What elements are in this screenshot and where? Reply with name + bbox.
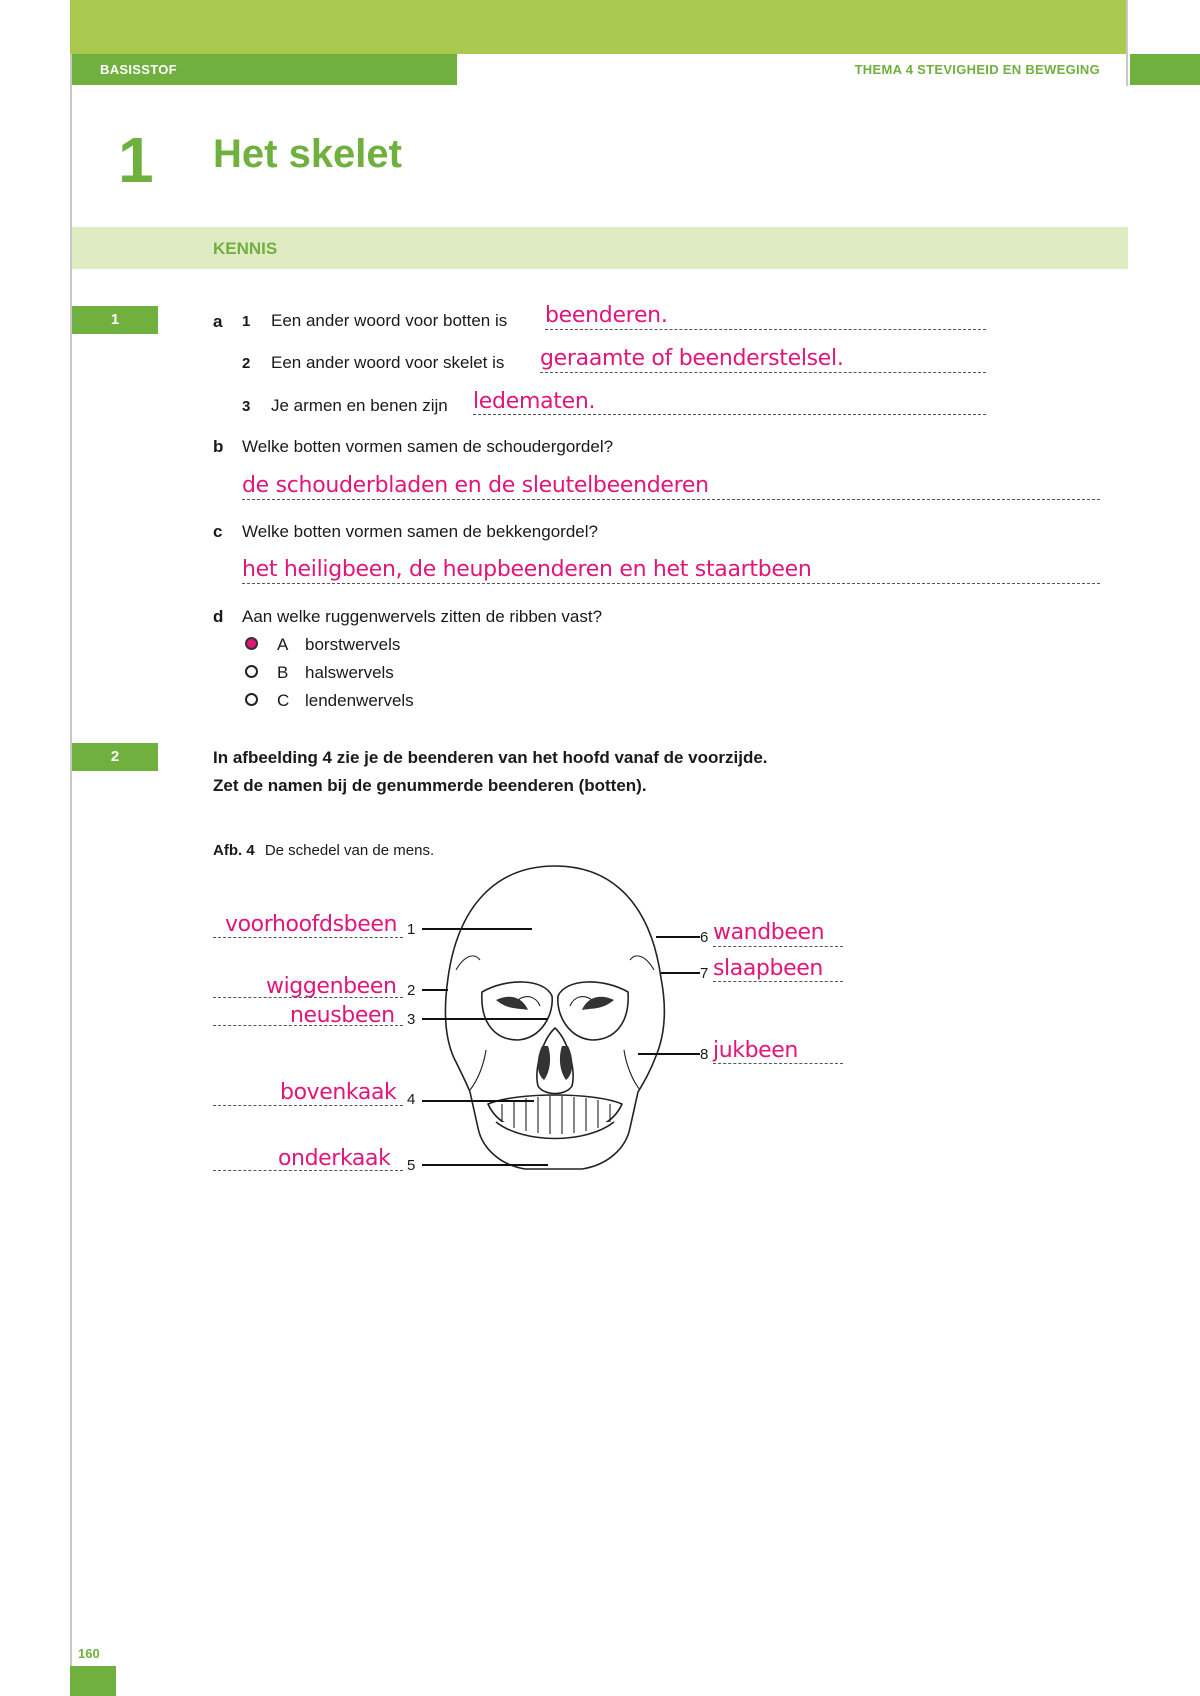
option-a-radio[interactable] bbox=[245, 637, 258, 650]
leader-line-4 bbox=[422, 1100, 534, 1102]
label-2-answer[interactable]: wiggenbeen bbox=[266, 974, 397, 999]
q1d-question: Aan welke ruggenwervels zitten de ribben vast? bbox=[242, 607, 603, 626]
question-1-tag: 1 bbox=[72, 306, 158, 334]
label-1-num: 1 bbox=[407, 921, 416, 938]
label-4-num: 4 bbox=[407, 1091, 416, 1108]
question-2-tag: 2 bbox=[72, 743, 158, 771]
q1a-1-text: Een ander woord voor botten is bbox=[271, 311, 508, 330]
leader-line-7 bbox=[661, 972, 700, 974]
leader-line-3 bbox=[422, 1018, 548, 1020]
label-4-answer[interactable]: bovenkaak bbox=[280, 1080, 397, 1105]
answer-line bbox=[242, 499, 1100, 500]
q1a-3-text: Je armen en benen zijn bbox=[271, 396, 448, 415]
footer-block bbox=[70, 1666, 116, 1696]
answer-line bbox=[213, 937, 403, 938]
option-c-radio[interactable] bbox=[245, 693, 258, 706]
figure-caption-label: Afb. 4 bbox=[213, 842, 255, 859]
skull-illustration bbox=[430, 860, 680, 1180]
leader-line-8 bbox=[638, 1053, 700, 1055]
q1c-question: Welke botten vormen samen de bekkengordel? bbox=[242, 522, 598, 541]
option-b-key: B bbox=[277, 663, 289, 682]
label-2-num: 2 bbox=[407, 982, 416, 999]
label-7-answer[interactable]: slaapbeen bbox=[713, 956, 823, 981]
leader-line-5 bbox=[422, 1164, 548, 1166]
q1a-3-num: 3 bbox=[242, 398, 251, 415]
q1c-answer[interactable]: het heiligbeen, de heupbeenderen en het staartbeen bbox=[242, 557, 812, 582]
q1a-2-num: 2 bbox=[242, 355, 251, 372]
page-number: 160 bbox=[78, 1646, 100, 1661]
label-8-num: 8 bbox=[700, 1046, 709, 1063]
top-color-band bbox=[70, 0, 1128, 54]
header-theme-label: THEMA 4 STEVIGHEID EN BEWEGING bbox=[854, 62, 1100, 77]
label-5-answer[interactable]: onderkaak bbox=[278, 1146, 391, 1171]
section-bar bbox=[72, 227, 1128, 269]
option-c-text: lendenwervels bbox=[305, 691, 414, 710]
label-5-num: 5 bbox=[407, 1157, 416, 1174]
label-6-answer[interactable]: wandbeen bbox=[713, 920, 825, 945]
section-title: KENNIS bbox=[213, 239, 278, 258]
q1a-3-answer[interactable]: ledematen. bbox=[473, 389, 596, 414]
answer-line bbox=[545, 329, 986, 330]
leader-line-1 bbox=[422, 928, 532, 930]
q1a-1-num: 1 bbox=[242, 313, 251, 330]
right-margin-rule bbox=[1126, 0, 1128, 86]
page-title: Het skelet bbox=[213, 132, 402, 176]
label-1-answer[interactable]: voorhoofdsbeen bbox=[225, 912, 398, 937]
option-a-text: borstwervels bbox=[305, 635, 401, 654]
header-right-bar bbox=[1130, 54, 1200, 85]
label-8-answer[interactable]: jukbeen bbox=[713, 1038, 798, 1063]
answer-line bbox=[242, 583, 1100, 584]
q2-instruction-line-1: In afbeelding 4 zie je de beenderen van het hoofd vanaf de voorzijde. bbox=[213, 748, 768, 767]
q1a-letter: a bbox=[213, 312, 223, 331]
option-b-radio[interactable] bbox=[245, 665, 258, 678]
answer-line bbox=[540, 372, 986, 373]
label-7-num: 7 bbox=[700, 965, 709, 982]
label-3-num: 3 bbox=[407, 1011, 416, 1028]
q1d-letter: d bbox=[213, 607, 224, 626]
q1a-2-text: Een ander woord voor skelet is bbox=[271, 353, 505, 372]
q1b-answer[interactable]: de schouderbladen en de sleutelbeenderen bbox=[242, 473, 709, 498]
label-6-num: 6 bbox=[700, 929, 709, 946]
q1c-letter: c bbox=[213, 522, 223, 541]
answer-line bbox=[473, 414, 986, 415]
answer-line bbox=[213, 1105, 403, 1106]
leader-line-6 bbox=[656, 936, 700, 938]
figure-caption-text: De schedel van de mens. bbox=[264, 842, 435, 859]
q1b-letter: b bbox=[213, 437, 224, 456]
q1a-2-answer[interactable]: geraamte of beenderstelsel. bbox=[540, 346, 844, 371]
label-3-answer[interactable]: neusbeen bbox=[290, 1003, 395, 1028]
left-margin-rule bbox=[70, 54, 72, 1696]
leader-line-2 bbox=[422, 989, 448, 991]
figure-caption bbox=[213, 843, 434, 858]
chapter-number: 1 bbox=[118, 124, 154, 196]
answer-line bbox=[713, 981, 843, 982]
q1b-question: Welke botten vormen samen de schoudergordel? bbox=[242, 437, 614, 456]
header-section-bar bbox=[72, 54, 457, 85]
answer-line bbox=[713, 1063, 843, 1064]
q1a-1-answer[interactable]: beenderen. bbox=[545, 303, 668, 328]
option-b-text: halswervels bbox=[305, 663, 394, 682]
option-c-key: C bbox=[277, 691, 290, 710]
q2-instruction-line-2: Zet de namen bij de genummerde beenderen (botten). bbox=[213, 776, 647, 795]
answer-line bbox=[713, 946, 843, 947]
option-a-key: A bbox=[277, 635, 289, 654]
header-section-label: BASISSTOF bbox=[100, 62, 177, 77]
